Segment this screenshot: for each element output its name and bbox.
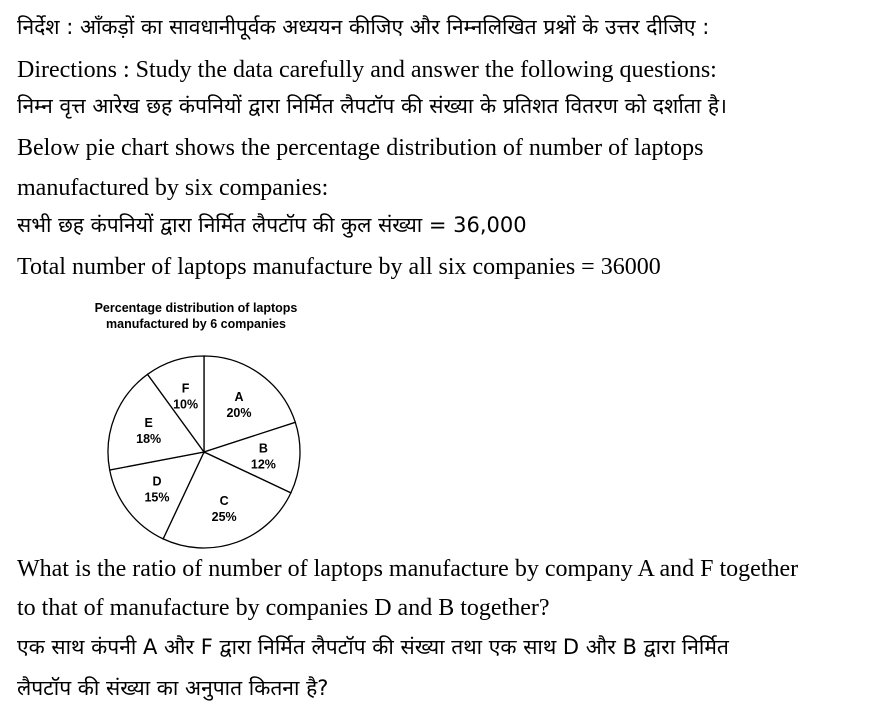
description-hindi: निम्न वृत्त आरेख छह कंपनियों द्वारा निर्मित लैपटॉप की संख्या के प्रतिशत वितरण को दर्शाता है। xyxy=(17,94,727,118)
slice-percent-label: 15% xyxy=(144,490,170,505)
chart-title-line2: manufactured by 6 companies xyxy=(106,317,286,331)
slice-category-label: D xyxy=(152,474,162,489)
question-english-line2: to that of manufacture by companies D and B together? xyxy=(17,595,550,621)
total-english: Total number of laptops manufacture by all six companies = 36000 xyxy=(17,254,661,280)
slice-category-label: B xyxy=(258,441,268,456)
slice-percent-label: 18% xyxy=(136,432,162,447)
question-english-line1: What is the ratio of number of laptops manufacture by company A and F together xyxy=(17,556,799,582)
slice-percent-label: 20% xyxy=(226,405,252,420)
slice-percent-label: 12% xyxy=(250,457,276,472)
pie-chart xyxy=(60,296,350,556)
directions-english: Directions : Study the data carefully and answer the following questions: xyxy=(17,57,717,83)
slice-category-label: C xyxy=(219,494,229,509)
directions-hindi: निर्देश : आँकड़ों का सावधानीपूर्वक अध्ययन कीजिए और निम्नलिखित प्रश्नों के उत्तर दीजिए : xyxy=(17,15,710,39)
slice-percent-label: 25% xyxy=(211,510,237,525)
total-hindi: सभी छह कंपनियों द्वारा निर्मित लैपटॉप की कुल संख्या = 36,000 xyxy=(17,213,527,237)
slice-category-label: E xyxy=(144,416,153,431)
chart-title-line1: Percentage distribution of laptops xyxy=(94,301,298,315)
question-hindi-line1: एक साथ कंपनी A और F द्वारा निर्मित लैपटॉप की संख्या तथा एक साथ D और B द्वारा निर्मित xyxy=(17,635,729,659)
slice-category-label: F xyxy=(181,381,190,396)
description-english-line1: Below pie chart shows the percentage distribution of number of laptops xyxy=(17,135,704,161)
slice-category-label: A xyxy=(234,389,244,404)
description-english-line2: manufactured by six companies: xyxy=(17,175,329,201)
slice-percent-label: 10% xyxy=(173,397,199,412)
pie-chart-svg xyxy=(60,296,350,556)
question-hindi-line2: लैपटॉप की संख्या का अनुपात कितना है? xyxy=(17,676,329,700)
